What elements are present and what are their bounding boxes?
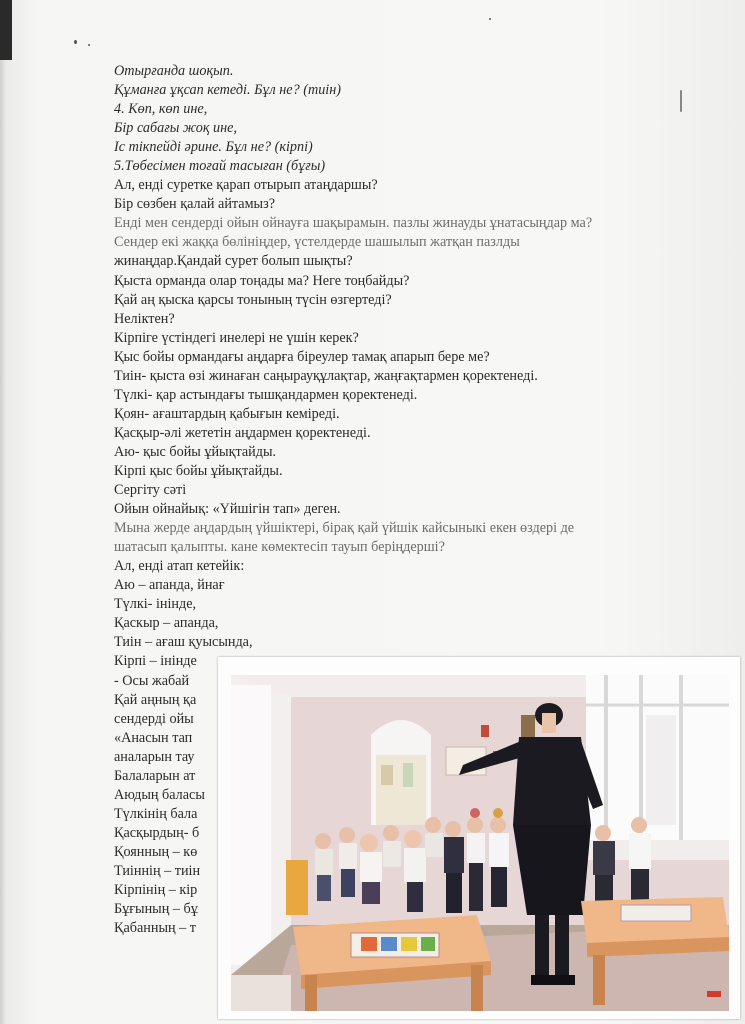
- text-line: 5.Төбесімен тоғай тасыған (бұғы): [114, 158, 326, 175]
- text-line: Кірпі қыс бойы ұйықтайды.: [114, 462, 283, 479]
- classroom-photo: [218, 657, 740, 1019]
- text-line: Кірпі – інінде: [114, 653, 197, 670]
- scan-speck: [88, 44, 90, 46]
- text-line: Аю- қыс бойы ұйықтайды.: [114, 443, 277, 460]
- text-line: Қыс бойы ормандағы аңдарға біреулер тамақ апарып бере ме?: [114, 348, 490, 365]
- text-line: Қабанның – т: [114, 920, 196, 937]
- text-line: Түлкі- інінде,: [114, 596, 197, 613]
- scan-speck: [489, 18, 491, 20]
- text-line: Қай аңның қа: [114, 691, 197, 708]
- text-line: Ал, енді суретке қарап отырып атаңдаршы?: [114, 177, 378, 194]
- text-line: Енді мен сендерді ойын ойнауға шақырамын. пазлы жинауды ұнатасыңдар ма?: [114, 215, 593, 232]
- text-line: Қаскыр – апанда,: [114, 615, 219, 632]
- scan-speck: [74, 40, 77, 44]
- text-line: Қоян- ағаштардың қабығын кеміреді.: [114, 405, 340, 422]
- text-line: шатасып қалыпты. кане көмектесіп тауып беріңдерші?: [114, 539, 445, 556]
- scan-edge: [0, 0, 12, 60]
- text-line: Іс тікпейді әрине. Бұл не? (кірпі): [114, 139, 313, 156]
- text-line: Бір сөзбен қалай айтамыз?: [114, 196, 275, 213]
- text-line: Қай аң қыска қарсы тонының түсін өзгертеді?: [114, 291, 392, 308]
- text-line: 4. Көп, көп ине,: [114, 101, 208, 118]
- text-line: Неліктен?: [114, 310, 175, 327]
- text-line: Бір сабағы жоқ ине,: [114, 120, 237, 137]
- text-line: Сергіту сәті: [114, 482, 187, 499]
- text-line: Бұғының – бұ: [114, 901, 198, 918]
- text-line: Аю – апанда, йнағ: [114, 577, 225, 594]
- text-line: Мына жерде аңдардың үйшіктері, бірақ қай үйшік кайсыныкі екен өздері де: [114, 520, 575, 537]
- text-line: Ал, енді атап кетейік:: [114, 558, 245, 575]
- text-line: сендерді ойы: [114, 710, 194, 727]
- text-line: - Осы жабай: [114, 672, 190, 689]
- text-line: Қыста орманда олар тоңады ма? Неге тоңбайды?: [114, 272, 410, 289]
- text-line: Кірпінің – кір: [114, 882, 198, 899]
- text-line: Қасқырдың- б: [114, 824, 200, 841]
- text-line: «Анасын тап: [114, 729, 193, 746]
- text-line: Кірпіге үстіндегі инелері не үшін керек?: [114, 329, 359, 346]
- text-line: Түлкінің бала: [114, 805, 198, 822]
- text-line: Қоянның – кө: [114, 843, 198, 860]
- text-line: Аюдың баласы: [114, 786, 205, 803]
- text-line: Ойын ойнайық: «Үйшігін тап» деген.: [114, 501, 341, 518]
- text-line: жинаңдар.Қандай сурет болып шықты?: [114, 253, 353, 270]
- photo-image: [231, 675, 729, 1011]
- text-line: Тиін- қыста өзі жинаған саңырауқұлақтар, жаңғақтармен қоректенеді.: [114, 367, 538, 384]
- text-line: Тиін – ағаш қуысында,: [114, 634, 253, 651]
- text-line: Түлкі- қар астындағы тышқандармен қоректенеді.: [114, 386, 418, 403]
- text-line: Құманға ұқсап кетеді. Бұл не? (тиін): [114, 82, 342, 99]
- text-line: Тиіннің – тиін: [114, 862, 201, 879]
- text-line: Отырғанда шоқып.: [114, 63, 234, 79]
- scan-shadow: [0, 60, 6, 1024]
- text-line: Балаларын ат: [114, 767, 196, 784]
- text-line: Сендер екі жаққа бөлініңдер, үстелдерде шашылып жатқан пазлды: [114, 234, 520, 251]
- scan-speck: [680, 90, 682, 112]
- text-line: Қасқыр-әлі жететін аңдармен қоректенеді.: [114, 424, 371, 441]
- text-line: аналарын тау: [114, 748, 195, 765]
